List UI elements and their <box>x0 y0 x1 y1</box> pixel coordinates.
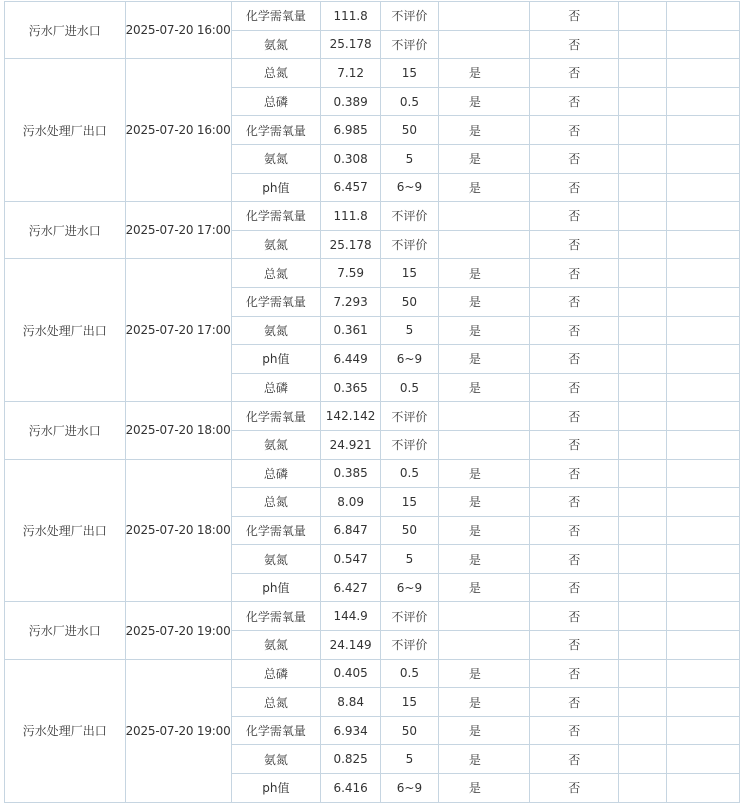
standard-cell: 0.5 <box>381 459 439 488</box>
compliance-cell: 是 <box>438 87 529 116</box>
exceedance-cell: 否 <box>530 30 619 59</box>
value-cell: 6.847 <box>321 516 381 545</box>
value-cell: 0.361 <box>321 316 381 345</box>
blank-cell <box>666 545 739 574</box>
standard-cell: 50 <box>381 516 439 545</box>
blank-cell <box>619 631 666 660</box>
compliance-cell: 是 <box>438 316 529 345</box>
blank-cell <box>619 316 666 345</box>
standard-cell: 0.5 <box>381 373 439 402</box>
blank-cell <box>619 202 666 231</box>
parameter-cell: 总氮 <box>231 688 321 717</box>
blank-cell <box>666 459 739 488</box>
exceedance-cell: 否 <box>530 144 619 173</box>
value-cell: 142.142 <box>321 402 381 431</box>
blank-cell <box>619 716 666 745</box>
value-cell: 25.178 <box>321 230 381 259</box>
standard-cell: 5 <box>381 745 439 774</box>
blank-cell <box>666 573 739 602</box>
standard-cell: 不评价 <box>381 602 439 631</box>
parameter-cell: 化学需氧量 <box>231 2 321 31</box>
table-container <box>4 1 740 803</box>
exceedance-cell: 否 <box>530 631 619 660</box>
blank-cell <box>619 430 666 459</box>
site-cell: 污水处理厂出口 <box>5 259 126 402</box>
standard-cell: 不评价 <box>381 230 439 259</box>
exceedance-cell: 否 <box>530 545 619 574</box>
standard-cell: 50 <box>381 287 439 316</box>
parameter-cell: 氨氮 <box>231 745 321 774</box>
blank-cell <box>666 373 739 402</box>
parameter-cell: ph值 <box>231 774 321 803</box>
value-cell: 111.8 <box>321 202 381 231</box>
exceedance-cell: 否 <box>530 202 619 231</box>
standard-cell: 不评价 <box>381 2 439 31</box>
parameter-cell: 化学需氧量 <box>231 402 321 431</box>
exceedance-cell: 否 <box>530 659 619 688</box>
value-cell: 8.84 <box>321 688 381 717</box>
standard-cell: 不评价 <box>381 402 439 431</box>
blank-cell <box>666 631 739 660</box>
value-cell: 6.985 <box>321 116 381 145</box>
blank-cell <box>666 716 739 745</box>
parameter-cell: 氨氮 <box>231 430 321 459</box>
table-row <box>5 602 740 631</box>
value-cell: 7.59 <box>321 259 381 288</box>
site-cell: 污水厂进水口 <box>5 402 126 459</box>
value-cell: 6.457 <box>321 173 381 202</box>
parameter-cell: ph值 <box>231 573 321 602</box>
parameter-cell: 总氮 <box>231 59 321 88</box>
compliance-cell: 是 <box>438 774 529 803</box>
standard-cell: 不评价 <box>381 430 439 459</box>
compliance-cell <box>438 230 529 259</box>
blank-cell <box>619 259 666 288</box>
compliance-cell: 是 <box>438 516 529 545</box>
compliance-cell <box>438 631 529 660</box>
blank-cell <box>619 87 666 116</box>
blank-cell <box>666 173 739 202</box>
blank-cell <box>666 202 739 231</box>
value-cell: 7.12 <box>321 59 381 88</box>
value-cell: 6.416 <box>321 774 381 803</box>
compliance-cell: 是 <box>438 173 529 202</box>
blank-cell <box>666 59 739 88</box>
compliance-cell <box>438 602 529 631</box>
blank-cell <box>666 688 739 717</box>
exceedance-cell: 否 <box>530 516 619 545</box>
standard-cell: 不评价 <box>381 30 439 59</box>
value-cell: 6.427 <box>321 573 381 602</box>
parameter-cell: 氨氮 <box>231 545 321 574</box>
exceedance-cell: 否 <box>530 59 619 88</box>
compliance-cell: 是 <box>438 287 529 316</box>
blank-cell <box>666 259 739 288</box>
exceedance-cell: 否 <box>530 373 619 402</box>
standard-cell: 15 <box>381 488 439 517</box>
parameter-cell: 化学需氧量 <box>231 716 321 745</box>
compliance-cell <box>438 430 529 459</box>
blank-cell <box>666 2 739 31</box>
blank-cell <box>619 345 666 374</box>
blank-cell <box>619 516 666 545</box>
time-cell: 2025-07-20 16:00 <box>125 59 231 202</box>
exceedance-cell: 否 <box>530 259 619 288</box>
standard-cell: 50 <box>381 116 439 145</box>
standard-cell: 6~9 <box>381 345 439 374</box>
blank-cell <box>619 488 666 517</box>
blank-cell <box>666 745 739 774</box>
value-cell: 144.9 <box>321 602 381 631</box>
standard-cell: 6~9 <box>381 774 439 803</box>
blank-cell <box>619 230 666 259</box>
blank-cell <box>666 774 739 803</box>
value-cell: 6.934 <box>321 716 381 745</box>
blank-cell <box>666 316 739 345</box>
blank-cell <box>619 2 666 31</box>
parameter-cell: 氨氮 <box>231 631 321 660</box>
parameter-cell: ph值 <box>231 173 321 202</box>
parameter-cell: 总磷 <box>231 659 321 688</box>
table-row <box>5 402 740 431</box>
parameter-cell: 化学需氧量 <box>231 602 321 631</box>
exceedance-cell: 否 <box>530 345 619 374</box>
exceedance-cell: 否 <box>530 2 619 31</box>
blank-cell <box>619 144 666 173</box>
compliance-cell: 是 <box>438 345 529 374</box>
time-cell: 2025-07-20 18:00 <box>125 402 231 459</box>
blank-cell <box>619 573 666 602</box>
value-cell: 24.921 <box>321 430 381 459</box>
table-row <box>5 259 740 288</box>
blank-cell <box>666 602 739 631</box>
value-cell: 0.308 <box>321 144 381 173</box>
value-cell: 0.825 <box>321 745 381 774</box>
blank-cell <box>619 59 666 88</box>
exceedance-cell: 否 <box>530 173 619 202</box>
monitoring-data-table <box>4 1 740 803</box>
value-cell: 0.385 <box>321 459 381 488</box>
parameter-cell: 氨氮 <box>231 316 321 345</box>
blank-cell <box>666 516 739 545</box>
parameter-cell: 化学需氧量 <box>231 116 321 145</box>
site-cell: 污水处理厂出口 <box>5 59 126 202</box>
value-cell: 0.405 <box>321 659 381 688</box>
exceedance-cell: 否 <box>530 573 619 602</box>
site-cell: 污水厂进水口 <box>5 602 126 659</box>
value-cell: 24.149 <box>321 631 381 660</box>
blank-cell <box>619 116 666 145</box>
site-cell: 污水厂进水口 <box>5 2 126 59</box>
compliance-cell: 是 <box>438 716 529 745</box>
value-cell: 0.365 <box>321 373 381 402</box>
compliance-cell: 是 <box>438 488 529 517</box>
blank-cell <box>619 688 666 717</box>
time-cell: 2025-07-20 19:00 <box>125 602 231 659</box>
value-cell: 6.449 <box>321 345 381 374</box>
exceedance-cell: 否 <box>530 745 619 774</box>
standard-cell: 不评价 <box>381 202 439 231</box>
blank-cell <box>666 287 739 316</box>
exceedance-cell: 否 <box>530 230 619 259</box>
parameter-cell: 化学需氧量 <box>231 202 321 231</box>
parameter-cell: 总磷 <box>231 459 321 488</box>
compliance-cell: 是 <box>438 259 529 288</box>
compliance-cell: 是 <box>438 144 529 173</box>
compliance-cell: 是 <box>438 59 529 88</box>
blank-cell <box>619 402 666 431</box>
exceedance-cell: 否 <box>530 430 619 459</box>
standard-cell: 15 <box>381 259 439 288</box>
blank-cell <box>666 488 739 517</box>
value-cell: 25.178 <box>321 30 381 59</box>
compliance-cell <box>438 30 529 59</box>
standard-cell: 5 <box>381 316 439 345</box>
blank-cell <box>666 345 739 374</box>
parameter-cell: 氨氮 <box>231 30 321 59</box>
value-cell: 0.389 <box>321 87 381 116</box>
compliance-cell <box>438 402 529 431</box>
blank-cell <box>619 459 666 488</box>
time-cell: 2025-07-20 17:00 <box>125 259 231 402</box>
blank-cell <box>666 144 739 173</box>
blank-cell <box>666 402 739 431</box>
blank-cell <box>619 659 666 688</box>
time-cell: 2025-07-20 18:00 <box>125 459 231 602</box>
parameter-cell: 化学需氧量 <box>231 516 321 545</box>
compliance-cell: 是 <box>438 688 529 717</box>
blank-cell <box>666 87 739 116</box>
table-row <box>5 459 740 488</box>
parameter-cell: 总磷 <box>231 373 321 402</box>
parameter-cell: ph值 <box>231 345 321 374</box>
blank-cell <box>619 745 666 774</box>
value-cell: 0.547 <box>321 545 381 574</box>
standard-cell: 50 <box>381 716 439 745</box>
parameter-cell: 总磷 <box>231 87 321 116</box>
site-cell: 污水处理厂出口 <box>5 459 126 602</box>
time-cell: 2025-07-20 19:00 <box>125 659 231 802</box>
time-cell: 2025-07-20 16:00 <box>125 2 231 59</box>
blank-cell <box>619 287 666 316</box>
site-cell: 污水厂进水口 <box>5 202 126 259</box>
blank-cell <box>619 774 666 803</box>
time-cell: 2025-07-20 17:00 <box>125 202 231 259</box>
standard-cell: 5 <box>381 144 439 173</box>
exceedance-cell: 否 <box>530 316 619 345</box>
standard-cell: 0.5 <box>381 659 439 688</box>
compliance-cell: 是 <box>438 545 529 574</box>
parameter-cell: 氨氮 <box>231 230 321 259</box>
parameter-cell: 氨氮 <box>231 144 321 173</box>
standard-cell: 15 <box>381 59 439 88</box>
blank-cell <box>619 545 666 574</box>
table-body <box>5 2 740 803</box>
exceedance-cell: 否 <box>530 602 619 631</box>
standard-cell: 6~9 <box>381 173 439 202</box>
blank-cell <box>666 430 739 459</box>
value-cell: 8.09 <box>321 488 381 517</box>
value-cell: 7.293 <box>321 287 381 316</box>
compliance-cell: 是 <box>438 659 529 688</box>
standard-cell: 不评价 <box>381 631 439 660</box>
table-row <box>5 202 740 231</box>
value-cell: 111.8 <box>321 2 381 31</box>
blank-cell <box>666 30 739 59</box>
parameter-cell: 总氮 <box>231 488 321 517</box>
standard-cell: 15 <box>381 688 439 717</box>
exceedance-cell: 否 <box>530 402 619 431</box>
compliance-cell: 是 <box>438 573 529 602</box>
parameter-cell: 总氮 <box>231 259 321 288</box>
table-row <box>5 2 740 31</box>
blank-cell <box>619 373 666 402</box>
exceedance-cell: 否 <box>530 287 619 316</box>
compliance-cell: 是 <box>438 116 529 145</box>
blank-cell <box>666 230 739 259</box>
exceedance-cell: 否 <box>530 116 619 145</box>
exceedance-cell: 否 <box>530 688 619 717</box>
exceedance-cell: 否 <box>530 488 619 517</box>
compliance-cell <box>438 2 529 31</box>
standard-cell: 5 <box>381 545 439 574</box>
blank-cell <box>619 173 666 202</box>
compliance-cell <box>438 202 529 231</box>
exceedance-cell: 否 <box>530 774 619 803</box>
exceedance-cell: 否 <box>530 716 619 745</box>
blank-cell <box>666 659 739 688</box>
parameter-cell: 化学需氧量 <box>231 287 321 316</box>
table-row <box>5 59 740 88</box>
compliance-cell: 是 <box>438 745 529 774</box>
standard-cell: 0.5 <box>381 87 439 116</box>
exceedance-cell: 否 <box>530 87 619 116</box>
blank-cell <box>619 602 666 631</box>
site-cell: 污水处理厂出口 <box>5 659 126 802</box>
blank-cell <box>666 116 739 145</box>
standard-cell: 6~9 <box>381 573 439 602</box>
blank-cell <box>619 30 666 59</box>
compliance-cell: 是 <box>438 459 529 488</box>
table-row <box>5 659 740 688</box>
compliance-cell: 是 <box>438 373 529 402</box>
exceedance-cell: 否 <box>530 459 619 488</box>
